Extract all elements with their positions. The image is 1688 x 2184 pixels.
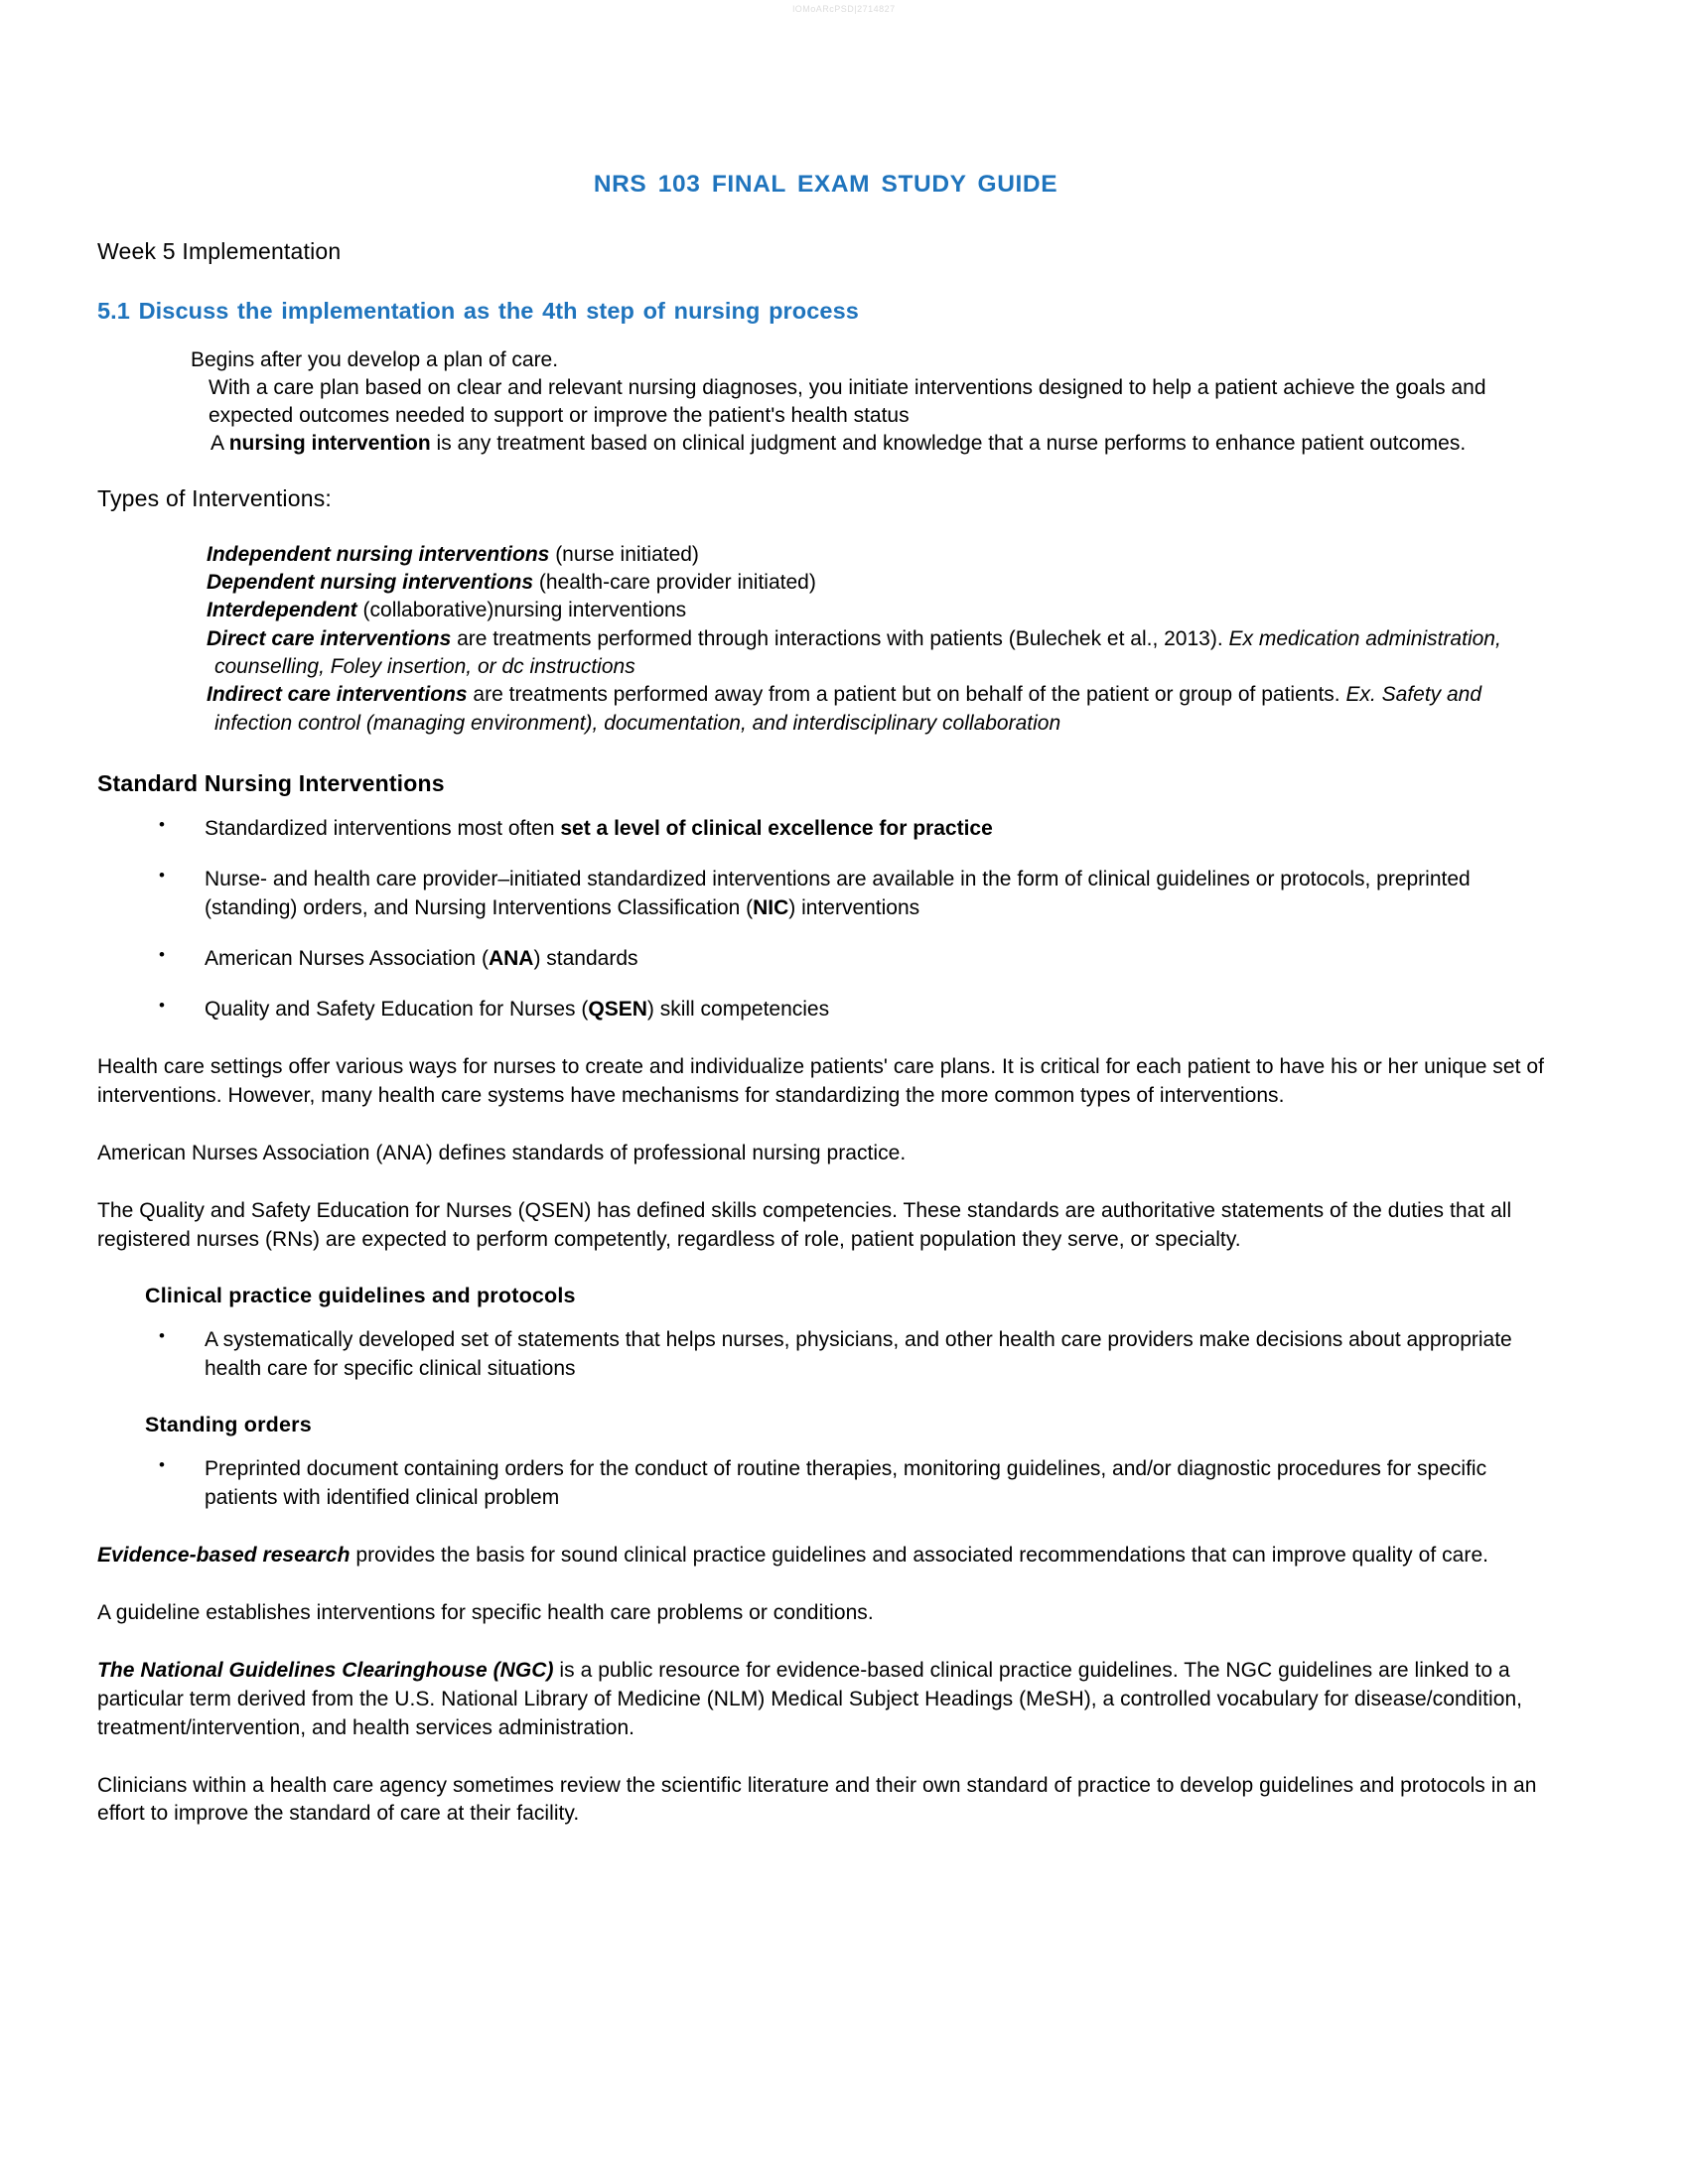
paragraph-qsen-competencies: The Quality and Safety Education for Nurses (QSEN) has defined skills competencies. These standards are authoritative statements of the duties that all registered nurses (RNs) are expected to perform competently, regardless of role, patient population they serve, or specialty.	[97, 1198, 1512, 1251]
paragraph-clinicians-review: Clinicians within a health care agency sometimes review the scientific literature and their own standard of practice to develop guidelines and protocols in an effort to improve the standard of care at their facility.	[97, 1773, 1537, 1826]
bullet-4-post: ) skill competencies	[646, 997, 830, 1021]
paragraph-guideline-establishes: A guideline establishes interventions for specific health care problems or conditions.	[97, 1600, 874, 1624]
type-item-indirect-rest: are treatments performed away from a patient but on behalf of the patient or group of patients.	[467, 683, 1346, 707]
type-item-dependent-term: Dependent nursing interventions	[207, 571, 534, 595]
bullet-4-pre: Quality and Safety Education for Nurses (	[205, 997, 589, 1021]
paragraph-evidence-based-research	[97, 1542, 1554, 1570]
intro-line-3-bold: nursing intervention	[228, 431, 431, 455]
bullet-3-pre: American Nurses Association (	[205, 947, 489, 970]
type-item-direct-rest: are treatments performed through interactions with patients (Bulechek et al., 2013).	[451, 626, 1229, 650]
paragraph-ana-standards: American Nurses Association (ANA) defines standards of professional nursing practice.	[97, 1141, 907, 1164]
bullet-3-post: ) standards	[533, 947, 638, 970]
list-item	[97, 815, 1554, 844]
standing-orders-bullet-list	[97, 1455, 1554, 1513]
intro-line-3-pre: A	[211, 431, 229, 455]
type-item-interdependent	[197, 597, 1554, 624]
paragraph-health-care-settings: Health care settings offer various ways for nurses to create and individualize patients' care plans. It is critical for each patient to have his or her unique set of interventions. However, many health care systems have mechanisms for standardizing the more common types of interventions.	[97, 1054, 1544, 1107]
list-item: • Preprinted document containing orders for the conduct of routine therapies, monitoring guidelines, and/or diagnostic procedures for specific patients with identified clinical problem	[97, 1455, 1554, 1513]
type-item-dependent	[197, 569, 1554, 597]
bullet-2-pre: Nurse- and health care provider–initiated standardized interventions are available in the form of clinical guidelines or protocols, preprinted (standing) orders, and Nursing Interventions Classification (	[205, 868, 1471, 920]
clinical-guidelines-bullet-list	[97, 1326, 1554, 1384]
intro-line-3-post: is any treatment based on clinical judgment and knowledge that a nurse performs to enhance patient outcomes.	[430, 431, 1467, 455]
watermark-text: lOMoARcPSD|2714827	[792, 4, 896, 14]
type-item-dependent-rest: (health-care provider initiated)	[533, 571, 816, 595]
list-item	[97, 945, 1554, 974]
intro-line-3	[191, 430, 1554, 458]
list-item: • A systematically developed set of statements that helps nurses, physicians, and other health care providers make decisions about appropriate health care for specific clinical situations	[97, 1326, 1554, 1384]
type-item-independent	[197, 541, 1554, 569]
bullet-4-bold: QSEN	[588, 997, 647, 1021]
standard-interventions-bullet-list	[97, 815, 1554, 1024]
types-list	[197, 541, 1554, 738]
bullet-3-bold: ANA	[488, 947, 534, 970]
week-heading: Week 5 Implementation	[97, 238, 342, 264]
type-item-independent-term: Independent nursing interventions	[207, 542, 550, 566]
section-heading-5-1: 5.1 Discuss the implementation as the 4th step of nursing process	[97, 298, 859, 324]
ngc-rest: is a public resource for evidence-based clinical practice guidelines. The NGC guidelines are linked to a particular term derived from the U.S. National Library of Medicine (NLM) Medical Subject Headings (MeSH), a controlled vocabulary for disease/condition, treatment/intervention, and health services administration.	[97, 1658, 1523, 1739]
type-item-direct	[197, 625, 1554, 682]
bullet-2-post: ) interventions	[788, 896, 920, 920]
list-item	[97, 866, 1554, 923]
bullet-2-bold: NIC	[753, 896, 789, 920]
type-item-independent-rest: (nurse initiated)	[549, 542, 699, 566]
intro-line-2: With a care plan based on clear and relevant nursing diagnoses, you initiate interventions designed to help a patient achieve the goals and expected outcomes needed to support or improve the patient's health status	[209, 375, 1486, 427]
type-item-direct-term: Direct care interventions	[207, 626, 452, 650]
type-item-direct-example: Ex medication administration, counselling, Foley insertion, or dc instructions	[214, 626, 1501, 679]
page-title: NRS 103 FINAL EXAM STUDY GUIDE	[593, 171, 1058, 198]
types-label: Types of Interventions:	[97, 484, 333, 511]
standing-orders-heading: Standing orders	[145, 1412, 312, 1436]
ngc-term: The National Guidelines Clearinghouse (NGC)	[97, 1658, 554, 1682]
bullet-1-pre: Standardized interventions most often	[205, 817, 561, 841]
type-item-indirect	[197, 681, 1554, 738]
intro-block	[191, 346, 1554, 458]
standard-nursing-interventions-heading: Standard Nursing Interventions	[97, 770, 445, 797]
clinical-practice-guidelines-heading: Clinical practice guidelines and protocols	[145, 1283, 576, 1307]
bullet-1-bold: set a level of clinical excellence for practice	[560, 817, 993, 841]
type-item-interdependent-rest: (collaborative)nursing interventions	[356, 599, 687, 622]
type-item-indirect-term: Indirect care interventions	[207, 683, 468, 707]
type-item-indirect-example: Ex. Safety and infection control (managing environment), documentation, and interdisciplinary collaboration	[214, 683, 1482, 735]
evidence-based-research-rest: provides the basis for sound clinical practice guidelines and associated recommendations that can improve quality of care.	[350, 1543, 1489, 1567]
paragraph-ngc	[97, 1657, 1554, 1743]
list-item	[97, 996, 1554, 1024]
evidence-based-research-term: Evidence-based research	[97, 1543, 351, 1567]
intro-line-1: Begins after you develop a plan of care.	[191, 348, 559, 371]
type-item-interdependent-term: Interdependent	[207, 599, 357, 622]
